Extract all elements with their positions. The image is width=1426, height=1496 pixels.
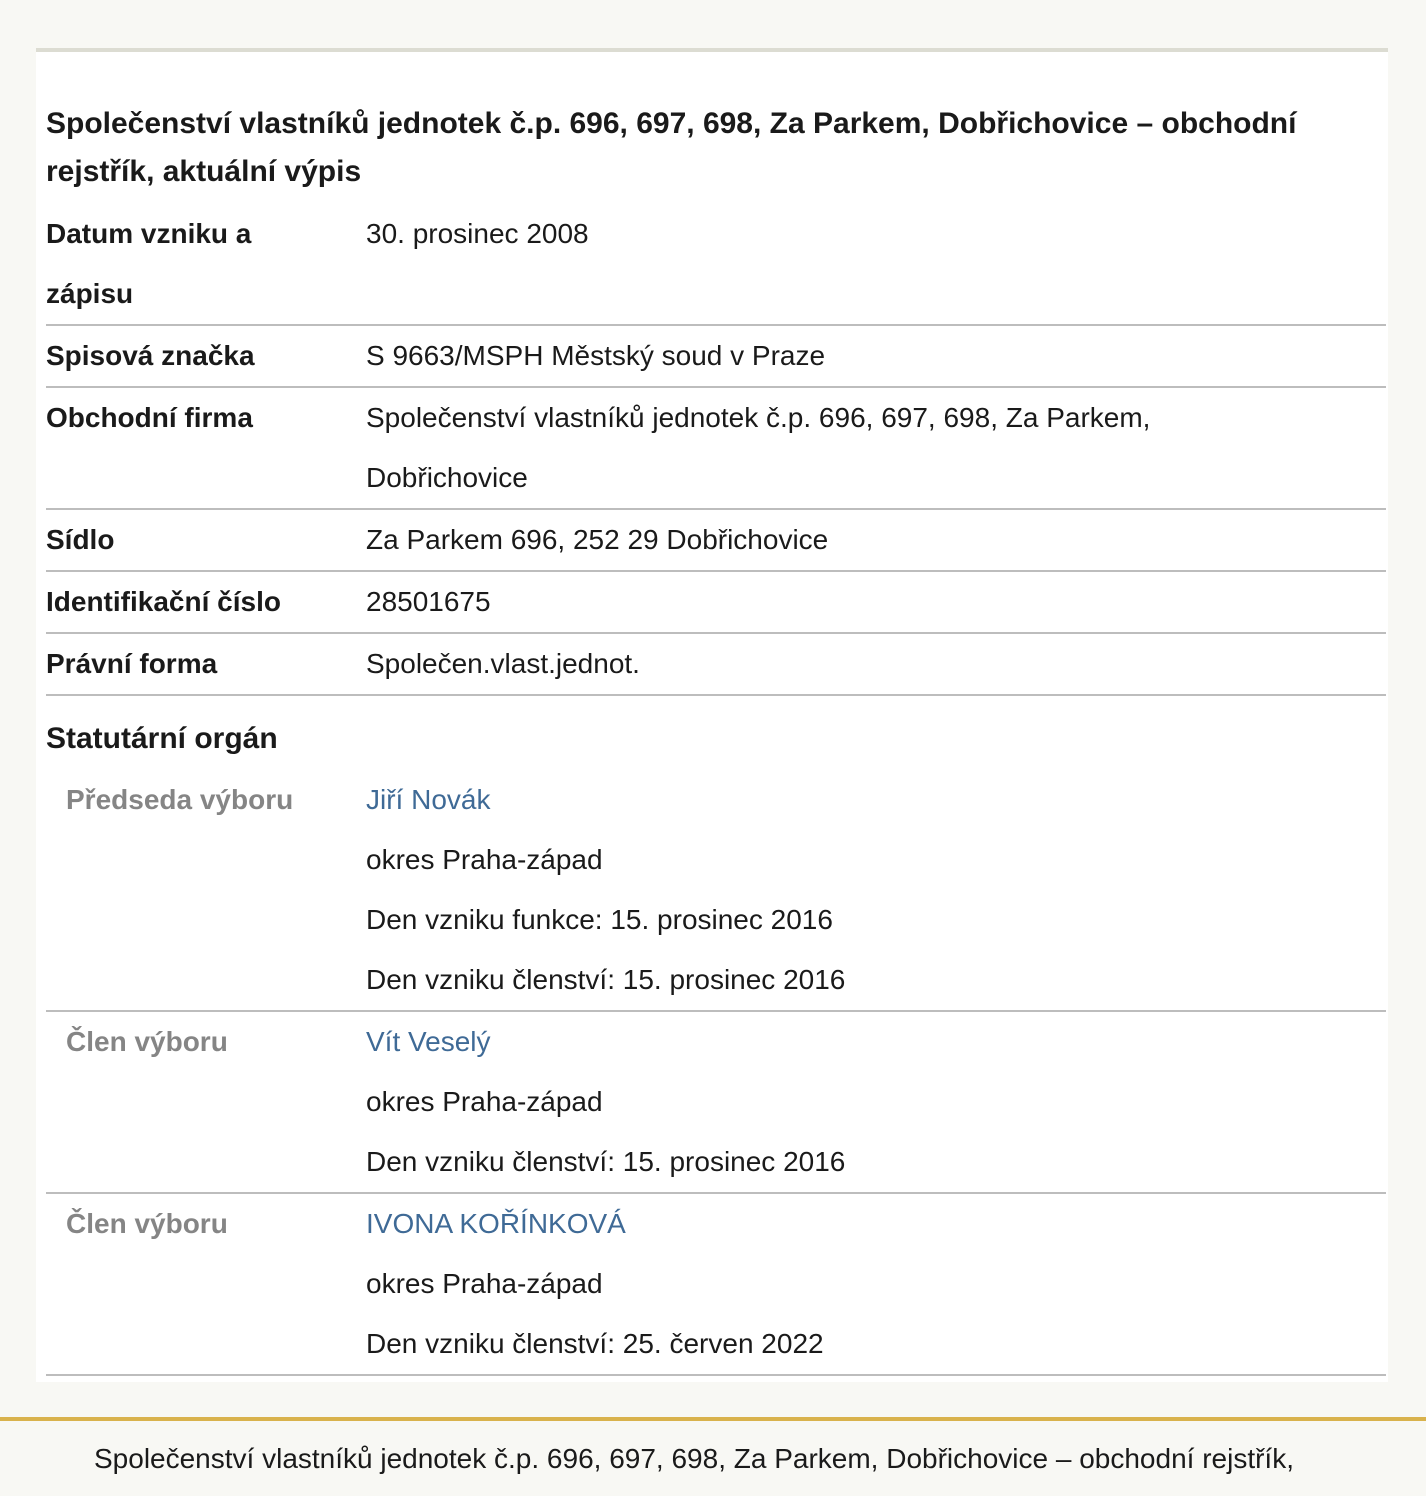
member-district: okres Praha-západ <box>366 1086 603 1117</box>
statutory-body-heading: Statutární orgán <box>46 722 278 755</box>
row-value: Společen.vlast.jednot. <box>366 648 640 679</box>
row-value: S 9663/MSPH Městský soud v Praze <box>366 340 826 371</box>
row-value: 28501675 <box>366 586 491 617</box>
row-label: Sídlo <box>46 524 115 555</box>
table-row-registered-office <box>46 510 1386 572</box>
member-detail: Den vzniku členství: 25. červen 2022 <box>366 1328 824 1359</box>
row-label: Právní forma <box>46 648 218 679</box>
row-label: Identifikační číslo <box>46 586 281 617</box>
member-role: Člen výboru <box>66 1208 228 1239</box>
bottom-title-text: Společenství vlastníků jednotek č.p. 696, 697, 698, Za Parkem, Dobřichovice – obchodní rejstřík, <box>94 1443 1294 1474</box>
member-row <box>46 1012 1386 1194</box>
member-district: okres Praha-západ <box>366 1268 603 1299</box>
member-row <box>46 1194 1386 1376</box>
member-details <box>366 1194 1386 1374</box>
table-row-legal-form <box>46 634 1386 696</box>
member-detail: Den vzniku funkce: 15. prosinec 2016 <box>366 904 833 935</box>
row-label: Datum vzniku a zápisu <box>46 218 252 309</box>
member-row <box>46 770 1386 1012</box>
table-row-date-of-registration <box>46 204 1386 326</box>
row-value: Společenství vlastníků jednotek č.p. 696, 697, 698, Za Parkem, Dobřichovice <box>366 402 1151 493</box>
row-value: Za Parkem 696, 252 29 Dobřichovice <box>366 524 829 555</box>
member-name-link[interactable]: Vít Veselý <box>366 1026 491 1057</box>
member-name-link[interactable]: IVONA KOŘÍNKOVÁ <box>366 1208 626 1239</box>
member-detail: Den vzniku členství: 15. prosinec 2016 <box>366 1146 846 1177</box>
register-table <box>46 204 1386 1376</box>
member-name-link[interactable]: Jiří Novák <box>366 784 491 815</box>
table-row-business-name <box>46 388 1386 510</box>
row-label: Spisová značka <box>46 340 255 371</box>
table-row-file-number <box>46 326 1386 388</box>
member-role: Předseda výboru <box>66 784 294 815</box>
page-title: Společenství vlastníků jednotek č.p. 696, 697, 698, Za Parkem, Dobřichovice – obchodní rejstřík, aktuální výpis <box>46 107 1297 188</box>
member-district: okres Praha-západ <box>366 844 603 875</box>
member-details <box>366 1012 1386 1192</box>
row-value: 30. prosinec 2008 <box>366 218 589 249</box>
table-row-identification-number <box>46 572 1386 634</box>
register-extract-panel <box>36 48 1388 1382</box>
member-detail: Den vzniku členství: 15. prosinec 2016 <box>366 964 846 995</box>
row-label: Obchodní firma <box>46 402 253 433</box>
member-details <box>366 770 1386 1010</box>
member-role: Člen výboru <box>66 1026 228 1057</box>
bottom-title-bar <box>0 1417 1426 1496</box>
